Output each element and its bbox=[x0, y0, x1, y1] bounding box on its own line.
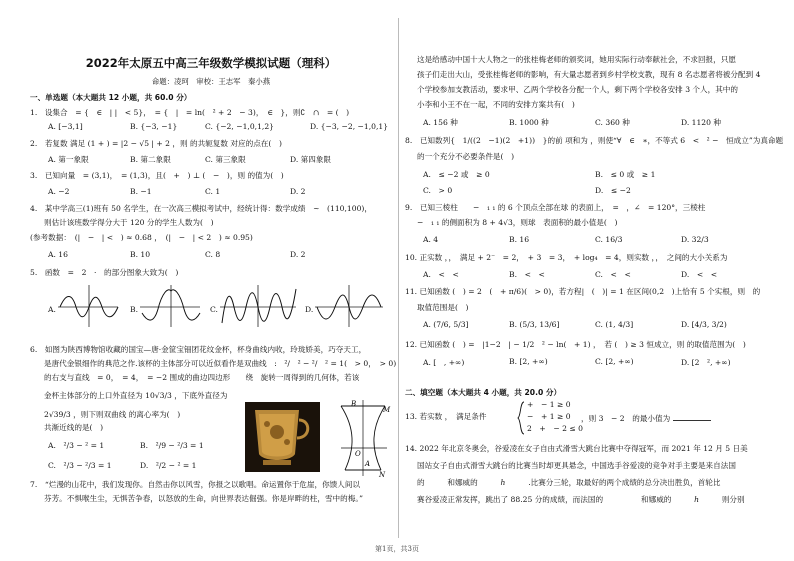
q6-line1: 6. 如图为陕西博物馆收藏的国宝—唐·金筐宝钿团花纹金杯，杯身曲线内收，玲珑娇美，巧夺天工， bbox=[30, 345, 367, 354]
q6-option-c: C. ²/3 − ²/3 = 1 bbox=[48, 461, 112, 470]
q8-option-b: B. ≤ 0 或 ≥ 1 bbox=[595, 170, 656, 179]
q9-line2: − ₁ ₁ 的侧面积为 8 + 4√3，则球 表面积的最小值是( ) bbox=[417, 218, 618, 227]
q2-option-d: D. 第四象限 bbox=[290, 155, 332, 164]
q8-option-a: A. ≤ −2 或 ≥ 0 bbox=[423, 170, 490, 179]
section-heading-fill-in: 二、填空题（本大题共 4 小题，共 20.0 分） bbox=[405, 388, 562, 397]
q12-option-a: A. [ , +∞) bbox=[423, 358, 465, 367]
q12-stem: 12. 已知函数 ( ) = |1−2 | − 1/2 ² − ln( + 1) ， 若 ( ) ≥ 3 恒成立，则 的取值范围为( ) bbox=[405, 340, 746, 349]
q12-option-c: C. [2, +∞) bbox=[595, 357, 634, 366]
q6-line4: 金杯主体部分的上口外直径为 10√3/3 ，下底外直径为 bbox=[44, 391, 228, 400]
q6-line3: 的右支与直线 = 0， = 4， = −2 围成的曲边四边形 绕 旋转一周得到的几何体，若该 bbox=[44, 373, 360, 382]
q7-cont-line4: 小李和小王不在一起，不同的安排方案共有( ) bbox=[417, 100, 575, 109]
page-footer: 第1页，共3页 bbox=[375, 545, 419, 553]
q1-option-c: C. {−2, −1,0,1,2} bbox=[205, 122, 274, 131]
hyperbola-cup-diagram bbox=[335, 398, 392, 478]
q9-option-b: B. 16 bbox=[509, 235, 530, 244]
q14-line3: 的 和娜威的 ℎ .比赛分三轮，取最好的两个成绩的总分决出胜负，首轮比 bbox=[417, 478, 721, 487]
q13-constraint-2: − + 1 ≥ 0 bbox=[527, 412, 571, 421]
q4-line2: 则估计该班数学得分大于 120 分的学生人数为( ) bbox=[44, 218, 214, 227]
q2-stem: 2. 若复数 满足 (1 + ) = |2 − √5 | + 2 ，则 的共轭复数 对应的点在( ) bbox=[30, 139, 282, 148]
q7-line1: 7. “烂漫的山花中，我们发现你。自然击你以风雪，你报之以歌唱。命运置你于危崖，你馈人间以 bbox=[30, 480, 361, 489]
gold-cup-photo bbox=[245, 402, 320, 472]
q5-stem: 5. 函数 = 2 · 的部分图象大致为( ) bbox=[30, 268, 179, 277]
q2-option-b: B. 第二象限 bbox=[130, 155, 171, 164]
q14-line1: 14. 2022 年北京冬奥会，谷爱凌在女子自由式滑雪大跳台比赛中夺得冠军，而 2021 年 12 月 5 日美 bbox=[405, 444, 748, 453]
q13-answer-blank[interactable] bbox=[673, 412, 711, 421]
q11-option-d: D. [4/3, 3/2) bbox=[681, 320, 727, 329]
authors-line: 命题：凌珂 审校：王志军 秦小燕 bbox=[151, 77, 271, 86]
q7-option-c: C. 360 种 bbox=[595, 118, 630, 127]
q13-suffix-text: ，则 3 − 2 的最小值为 bbox=[581, 414, 671, 423]
right-column bbox=[405, 0, 784, 561]
section-heading-single-choice: 一、单选题（本大题共 12 小题，共 60.0 分） bbox=[30, 93, 192, 102]
q11-option-c: C. (1, 4/3] bbox=[595, 320, 634, 329]
q3-option-b: B. −1 bbox=[130, 187, 152, 196]
q1-option-a: A. [−3,1] bbox=[48, 122, 83, 131]
q5-graph-a bbox=[58, 283, 120, 329]
page-title: 2022年太原五中高三年级数学模拟试题（理科） bbox=[85, 56, 337, 70]
q10-option-a: A. < < bbox=[423, 270, 459, 279]
q5-option-a: A. bbox=[48, 305, 56, 314]
q13-constraint-1: + − 1 ≥ 0 bbox=[527, 400, 571, 409]
label-b: B bbox=[351, 400, 357, 408]
q2-option-c: C. 第三象限 bbox=[205, 155, 246, 164]
q7-option-a: A. 156 种 bbox=[423, 118, 458, 127]
q11-line1: 11. 已知函数 ( ) = 2 ( + π/6)( > 0)，若方程| ( )| = 1 在区间(0,2 )上恰有 5 个实根，则 的 bbox=[405, 287, 761, 296]
q6-line6: 共渐近线的是( ) bbox=[44, 423, 104, 432]
label-m: M bbox=[383, 406, 391, 414]
q6-line5: 2√39/3 ，则下则双曲线 的离心率为( ) bbox=[44, 410, 181, 419]
q5-option-b: B. bbox=[130, 305, 138, 314]
q1-stem: 1. 设集合 = { ∈ | | < 5}， = { | = ln( ² + 2 − 3)， ∈ }，则∁ ∩ = ( ) bbox=[30, 108, 350, 117]
q13-prefix: 13. 若实数 ， 满足条件 bbox=[405, 412, 487, 421]
q5-graph-d bbox=[315, 283, 385, 329]
label-o: O bbox=[355, 450, 361, 458]
q6-option-d: D. ²/2 − ² = 1 bbox=[140, 461, 197, 470]
q9-option-d: D. 32/3 bbox=[681, 235, 709, 244]
q9-line1: 9. 已知三棱柱 − ₁ ₁ 的 6 个顶点全部在球 的表面上， = ，∠ = 120°，三棱柱 bbox=[405, 203, 706, 212]
q3-stem: 3. 已知向量 = (3,1)， = (1,3)，且( + ) ⊥ ( − )，则 的值为( ) bbox=[30, 171, 284, 180]
label-n: N bbox=[379, 471, 386, 478]
q14-line2: 国站女子自由式滑雪大跳台的比赛当时却更具悬念，中国选手谷爱凌的竞争对手主要是来自法国 bbox=[417, 461, 736, 470]
q4-reference-data: (参考数据： (| − | < ) ≈ 0.68 ， (| − | < 2 ) ≈ 0.95) bbox=[30, 233, 253, 242]
q12-option-b: B. [2, +∞) bbox=[509, 357, 548, 366]
q10-option-d: D. < < bbox=[681, 270, 718, 279]
q11-line2: 取值范围是( ) bbox=[417, 303, 469, 312]
q1-option-b: B. {−3, −1} bbox=[130, 122, 178, 131]
q13-suffix bbox=[581, 412, 711, 424]
q5-option-d: D. bbox=[305, 305, 314, 314]
q3-option-c: C. 1 bbox=[205, 187, 221, 196]
q5-option-c: C. bbox=[210, 305, 218, 314]
label-a: A bbox=[365, 460, 371, 468]
q10-option-c: C. < < bbox=[595, 270, 631, 279]
q1-option-d: D. {−3, −2, −1,0,1} bbox=[310, 122, 389, 131]
q2-option-a: A. 第一象限 bbox=[48, 155, 89, 164]
q3-option-d: D. 2 bbox=[290, 187, 306, 196]
q7-cont-line3: 个学校参加支教活动，要求甲、乙两个学校各分配一个人，剩下两个学校各安排 3 个人，其中的 bbox=[417, 85, 738, 94]
q11-option-a: A. (7/6, 5/3] bbox=[423, 320, 469, 329]
q10-stem: 10. 正实数 ，， 满足 + 2⁻ = 2， + 3 = 3， + log₄ = 4，则实数 ，， 之间的大小关系为 bbox=[405, 253, 728, 262]
q8-line2: 的一个充分不必要条件是( ) bbox=[417, 152, 515, 161]
q13-constraint-3: 2 + − 2 ≤ 0 bbox=[527, 424, 584, 433]
q6-line2: 是唐代金银细作的典范之作.该杯的主体部分可以近似看作是双曲线 : ²/ ² − ²/ ² = 1( > 0， > 0) bbox=[44, 359, 397, 368]
q14-line4: 赛谷爱凌正常发挥，跳出了 88.25 分的成绩，而法国的 和娜威的 ℎ 则分别 bbox=[417, 495, 745, 504]
q8-option-d: D. ≤ −2 bbox=[595, 186, 631, 195]
q3-option-a: A. −2 bbox=[48, 187, 70, 196]
q4-option-c: C. 8 bbox=[205, 250, 221, 259]
q7-cont-line1: 这是给感动中国十大人物之一的张桂梅老师的颁奖词，她用实际行动奉献社会，不求回报，只愿 bbox=[417, 55, 736, 64]
q9-option-c: C. 16/3 bbox=[595, 235, 623, 244]
q4-option-d: D. 2 bbox=[290, 250, 306, 259]
q9-option-a: A. 4 bbox=[423, 235, 439, 244]
column-divider bbox=[398, 18, 399, 538]
q5-graph-c bbox=[220, 283, 298, 329]
q8-line1: 8. 已知数列{ 1/((2 −1)(2 +1)) }的前 项和为 ，则使“∀ ∈ ∗，不等式 6 < ² − 恒成立”为真命题 bbox=[405, 136, 784, 145]
q11-option-b: B. (5/3, 13/6] bbox=[509, 320, 560, 329]
q8-option-c: C. > 0 bbox=[423, 186, 453, 195]
q6-option-b: B. ²/9 − ²/3 = 1 bbox=[140, 441, 204, 450]
q4-line1: 4. 某中学高三(1)班有 50 名学生，在一次高三模拟考试中，经统计得：数学成绩 ~ (110,100)， bbox=[30, 204, 372, 213]
q7-option-d: D. 1120 种 bbox=[681, 118, 721, 127]
q12-option-d: D. [2 ², +∞) bbox=[681, 358, 731, 367]
q4-option-b: B. 10 bbox=[130, 250, 151, 259]
q5-graph-b bbox=[140, 283, 202, 329]
q7-line2: 芬芳。不惧喉生尘，无惧苦争春，以怒放的生命，向世界表达倔强。你是岸畔的柱，雪中的梅。” bbox=[44, 494, 364, 503]
q7-cont-line2: 孩子们走出大山，受张桂梅老师的影响，有大量志愿者到乡村学校支教，现有 8 名志愿者将被分配到 4 bbox=[417, 70, 761, 79]
q4-option-a: A. 16 bbox=[48, 250, 68, 259]
q10-option-b: B. < < bbox=[509, 270, 545, 279]
q13-brace bbox=[517, 401, 525, 435]
q6-option-a: A. ²/3 − ² = 1 bbox=[48, 441, 105, 450]
q7-option-b: B. 1000 种 bbox=[509, 118, 549, 127]
